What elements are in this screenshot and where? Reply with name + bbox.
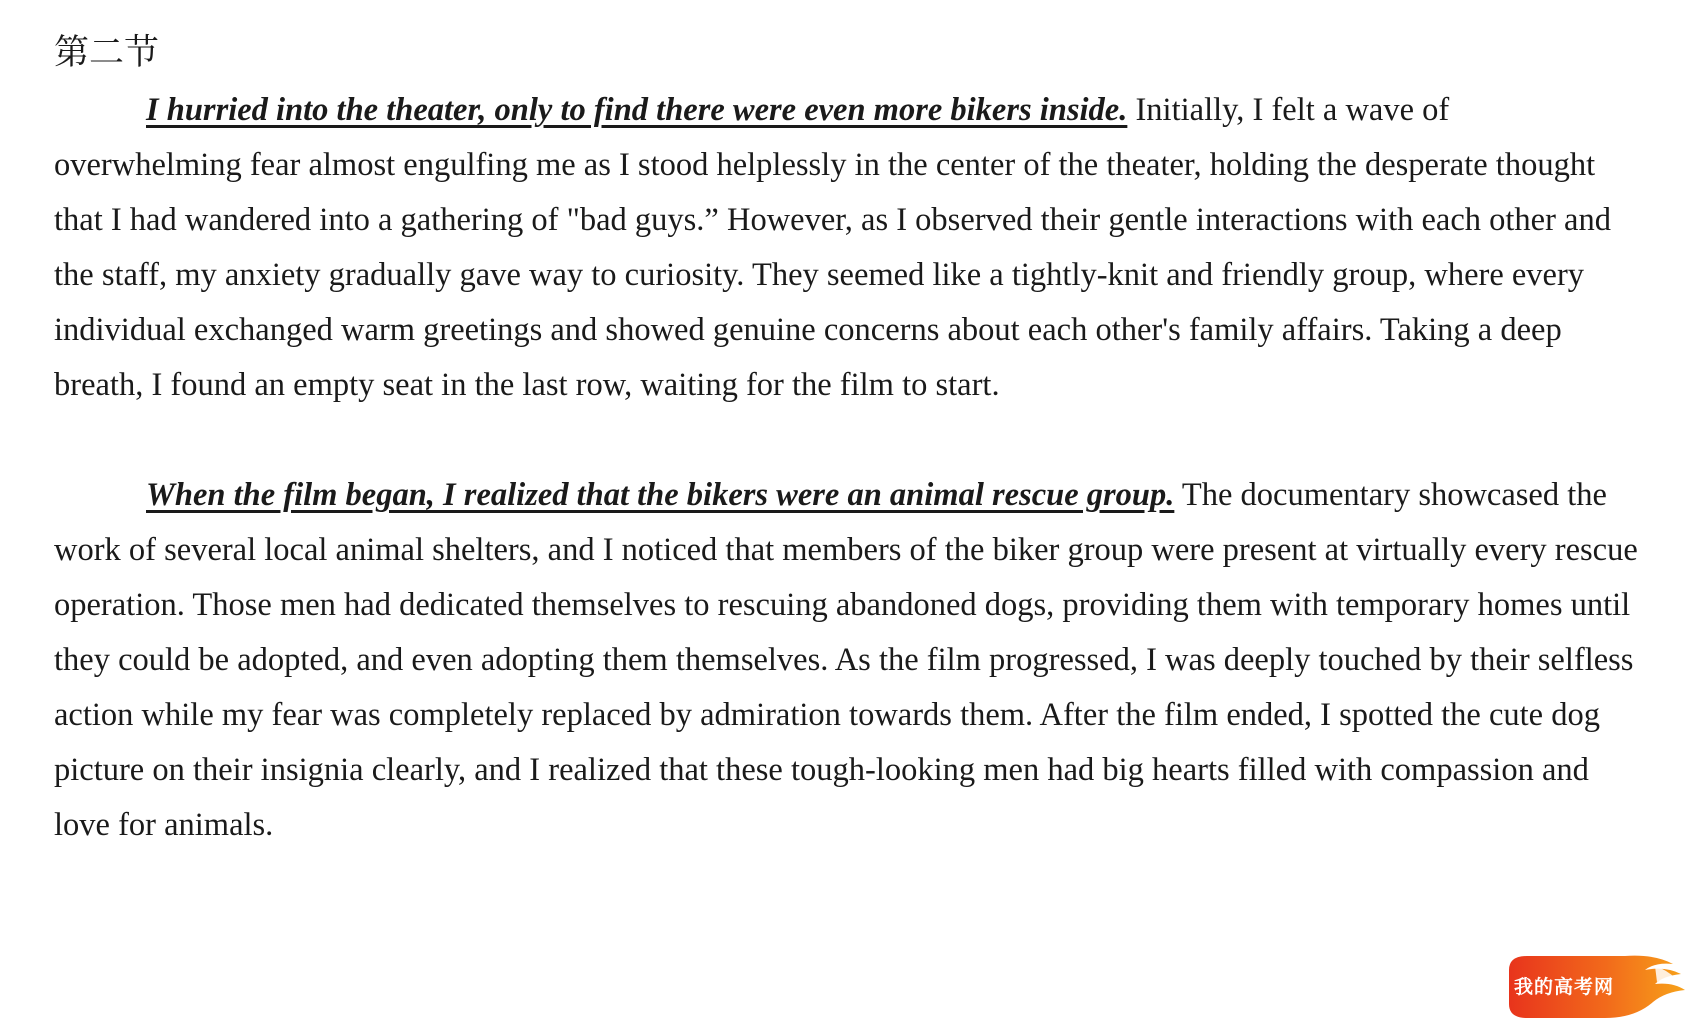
paragraph-1-body: Initially, I felt a wave of overwhelming fear almost engulfing me as I stood helplessly in the center of the theater, holding the desperate thought that I had wandered into a gathering of "bad guys.” However, as I observed their gentle interactions with each other and the staff, my anxiety gradually gave way to curiosity. They seemed like a tightly-knit and friendly group, where every individual exchanged warm greetings and showed genuine concerns about each other's family affairs. Taking a deep breath, I found an empty seat in the last row, waiting for the film to start. (54, 92, 1611, 403)
watermark-logo (1505, 952, 1687, 1022)
watermark-text: 我的高考网 (1514, 976, 1615, 998)
paragraph-2 (54, 468, 1644, 853)
paragraph-1-lead-sentence: I hurried into the theater, only to find there were even more bikers inside. (146, 92, 1128, 128)
document-page (54, 28, 1644, 853)
paragraph-1 (54, 83, 1644, 413)
paragraph-2-lead-sentence: When the film began, I realized that the bikers were an animal rescue group. (146, 477, 1175, 513)
section-heading: 第二节 (54, 33, 160, 72)
paragraph-2-body: The documentary showcased the work of several local animal shelters, and I noticed that members of the biker group were present at virtually every rescue operation. Those men had dedicated themselves to rescuing abandoned dogs, providing them with temporary homes until they could be adopted, and even adopting them themselves. As the film progressed, I was deeply touched by their selfless action while my fear was completely replaced by admiration towards them. After the film ended, I spotted the cute dog picture on their insignia clearly, and I realized that these tough-looking men had big hearts filled with compassion and love for animals. (54, 477, 1638, 843)
